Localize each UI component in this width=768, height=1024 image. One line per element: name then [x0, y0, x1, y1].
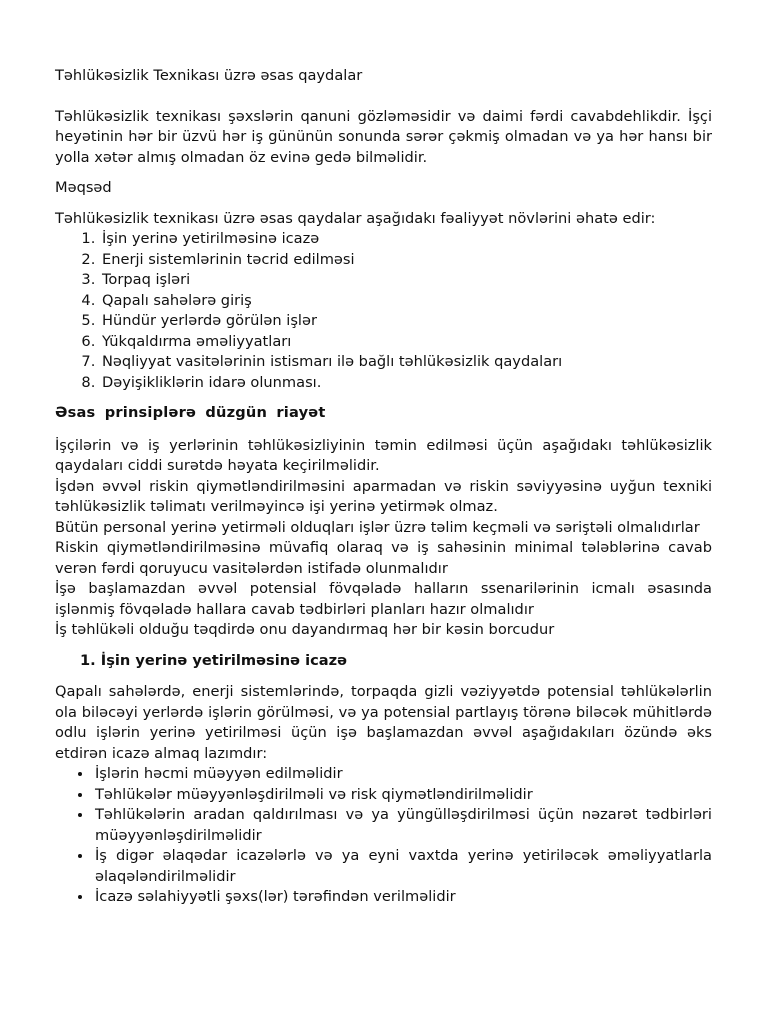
principle-paragraph: Bütün personal yerinə yetirməli olduqları işlər üzrə təlim keçməli və səriştəli olmalıdırlar — [55, 518, 700, 536]
goal-heading: Məqsəd — [55, 179, 112, 196]
document-title: Təhlükəsizlik Texnikası üzrə əsas qaydalar — [55, 67, 363, 84]
principles-heading: Əsas prinsiplərə düzgün riayət — [55, 404, 326, 421]
list-item: 3. Torpaq işləri — [100, 270, 712, 291]
permit-requirements-list — [55, 764, 712, 908]
list-item: • İcazə səlahiyyətli şəxs(lər) tərəfindən verilməlidir — [93, 887, 712, 908]
goal-intro: Təhlükəsizlik texnikası üzrə əsas qaydalar aşağıdakı fəaliyyət növlərini əhatə edir: — [55, 209, 656, 227]
principle-paragraph: İşə başlamazdan əvvəl potensial fövqəladə halların ssenarilərinin icmalı əsasında işlənmiş fövqəladə hallara cavab tədbirləri planları hazır olmalıdır — [55, 580, 712, 618]
list-item: 4. Qapalı sahələrə giriş — [100, 291, 712, 312]
list-item: 5. Hündür yerlərdə görülən işlər — [100, 311, 712, 332]
list-item: • Təhlükələr müəyyənləşdirilməli və risk qiymətləndirilməlidir — [93, 785, 712, 806]
list-item: 7. Nəqliyyat vasitələrinin istismarı ilə bağlı təhlükəsizlik qaydaları — [100, 352, 712, 373]
intro-paragraph: Təhlükəsizlik texnikası şəxslərin qanuni gözləməsidir və daimi fərdi cavabdehlikdir. İşçi heyətinin hər bir üzvü hər iş gününün sonunda sərər çəkmiş olmadan və ya hər hansı bir yolla xətər almış olmadan öz evinə gedə bilməlidir. — [55, 107, 712, 166]
list-item: • Təhlükələrin aradan qaldırılması və ya yüngülləşdirilməsi üçün nəzarət tədbirləri müəyyənləşdirilməlidir — [93, 805, 712, 846]
principle-paragraph: İş təhlükəli olduğu təqdirdə onu dayandırmaq hər bir kəsin borcudur — [55, 621, 555, 638]
list-item: • İş digər əlaqədar icazələrlə və ya eyni vaxtda yerinə yetiriləcək əməliyyatlarla əlaqələndirilməlidir — [93, 846, 712, 887]
principle-paragraph: İşdən əvvəl riskin qiymətləndirilməsini aparmadan və riskin səviyyəsinə uyğun texniki təhlükəsizlik təlimatı verilməyincə işi yerinə yetirmək olmaz. — [55, 477, 712, 515]
list-item: • İşlərin həcmi müəyyən edilməlidir — [93, 764, 712, 785]
list-item: 6. Yükqaldırma əməliyyatları — [100, 332, 712, 353]
principle-paragraph: İşçilərin və iş yerlərinin təhlükəsizliyinin təmin edilməsi üçün aşağıdakı təhlükəsizlik qaydaları ciddi surətdə həyata keçirilməlidir. — [55, 436, 712, 474]
activities-list — [55, 229, 712, 393]
document-page — [55, 66, 712, 908]
permit-paragraph: Qapalı sahələrdə, enerji sistemlərində, torpaqda gizli vəziyyətdə potensial təhlükələrlin ola biləcəyi yerlərdə işlərin görülməsi, və ya potensial partlayış törənə biləcək mühitlərdə odlu işlərin yerinə yetirilməsi üçün işə başlamazdan əvvəl aşağıdakıları özündə əks etdirən icazə almaq lazımdır: — [55, 683, 712, 762]
permit-heading: 1. İşin yerinə yetirilməsinə icazə — [80, 651, 347, 669]
list-item: 2. Enerji sistemlərinin təcrid edilməsi — [100, 250, 712, 271]
list-item: 8. Dəyişikliklərin idarə olunması. — [100, 373, 712, 394]
principle-paragraph: Riskin qiymətləndirilməsinə müvafiq olaraq və iş sahəsinin minimal tələblərinə cavab verən fərdi qoruyucu vasitələrdən istifadə olunmalıdır — [55, 539, 712, 577]
list-item: 1. İşin yerinə yetirilməsinə icazə — [100, 229, 712, 250]
